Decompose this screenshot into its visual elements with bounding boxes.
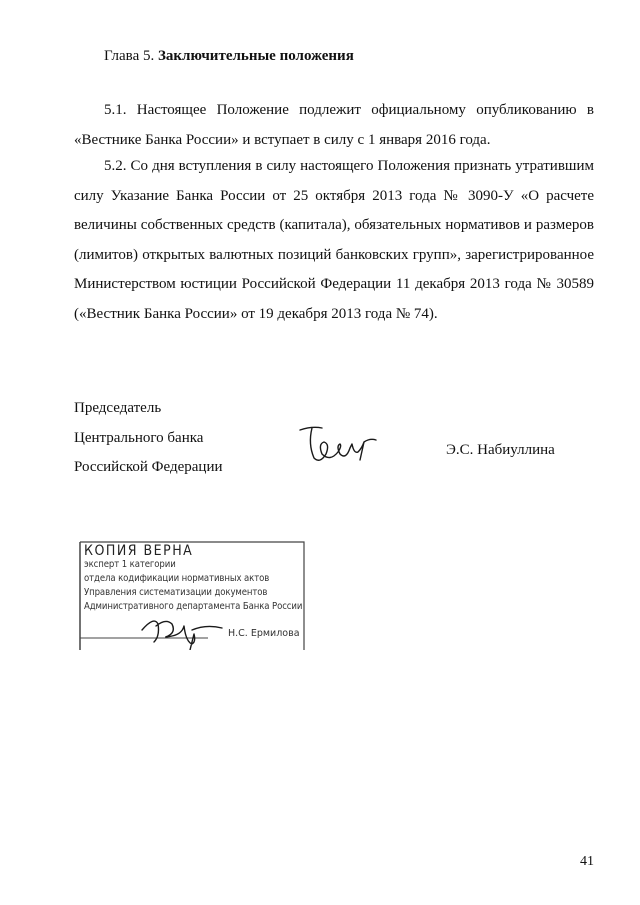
- signatory-line-3: Российской Федерации: [74, 459, 223, 475]
- stamp-title: КОПИЯ ВЕРНА: [84, 543, 194, 559]
- stamp-line-2: отдела кодификации нормативных актов: [84, 573, 270, 584]
- signatory-line-2: Центрального банка: [74, 429, 204, 446]
- chapter-heading: [104, 48, 354, 65]
- chapter-title: Заключительные положения: [157, 48, 354, 64]
- signatory-name: Э.С. Набиуллина: [446, 442, 555, 458]
- signatory-line-1: Председатель: [74, 400, 162, 416]
- signatory-title: [74, 394, 223, 483]
- paragraph-5-1: 5.1. Настоящее Положение подлежит официальному опубликованию в «Вестнике Банка России» и вступает в силу с 1 января 2016 года.: [74, 102, 594, 148]
- handwritten-signature: [290, 420, 390, 470]
- page-number: 41: [580, 854, 594, 869]
- stamp-name: Н.С. Ермилова: [228, 628, 300, 639]
- stamp-line-3: Управления систематизации документов: [84, 587, 268, 598]
- stamp-line-4: Административного департамента Банка России: [84, 601, 303, 612]
- stamp-text-block: [84, 544, 302, 614]
- chapter-prefix: Глава 5.: [104, 48, 158, 64]
- stamp-signature: [132, 606, 232, 650]
- copy-certification-stamp: [78, 540, 306, 652]
- paragraph-5-2: 5.2. Со дня вступления в силу настоящего Положения признать утратившим силу Указание Банка России от 25 октября 2013 года № 3090-У «О расчете величины собственных средств (капитала), обязательных нормативов и размеров (лимитов) открытых валютных позиций банковских групп», зарегистрированное Министерством юстиции Российской Федерации 11 декабря 2013 года № 30589 («Вестник Банка России» от 19 декабря 2013 года № 74).: [74, 158, 594, 322]
- stamp-line-1: эксперт 1 категории: [84, 559, 176, 570]
